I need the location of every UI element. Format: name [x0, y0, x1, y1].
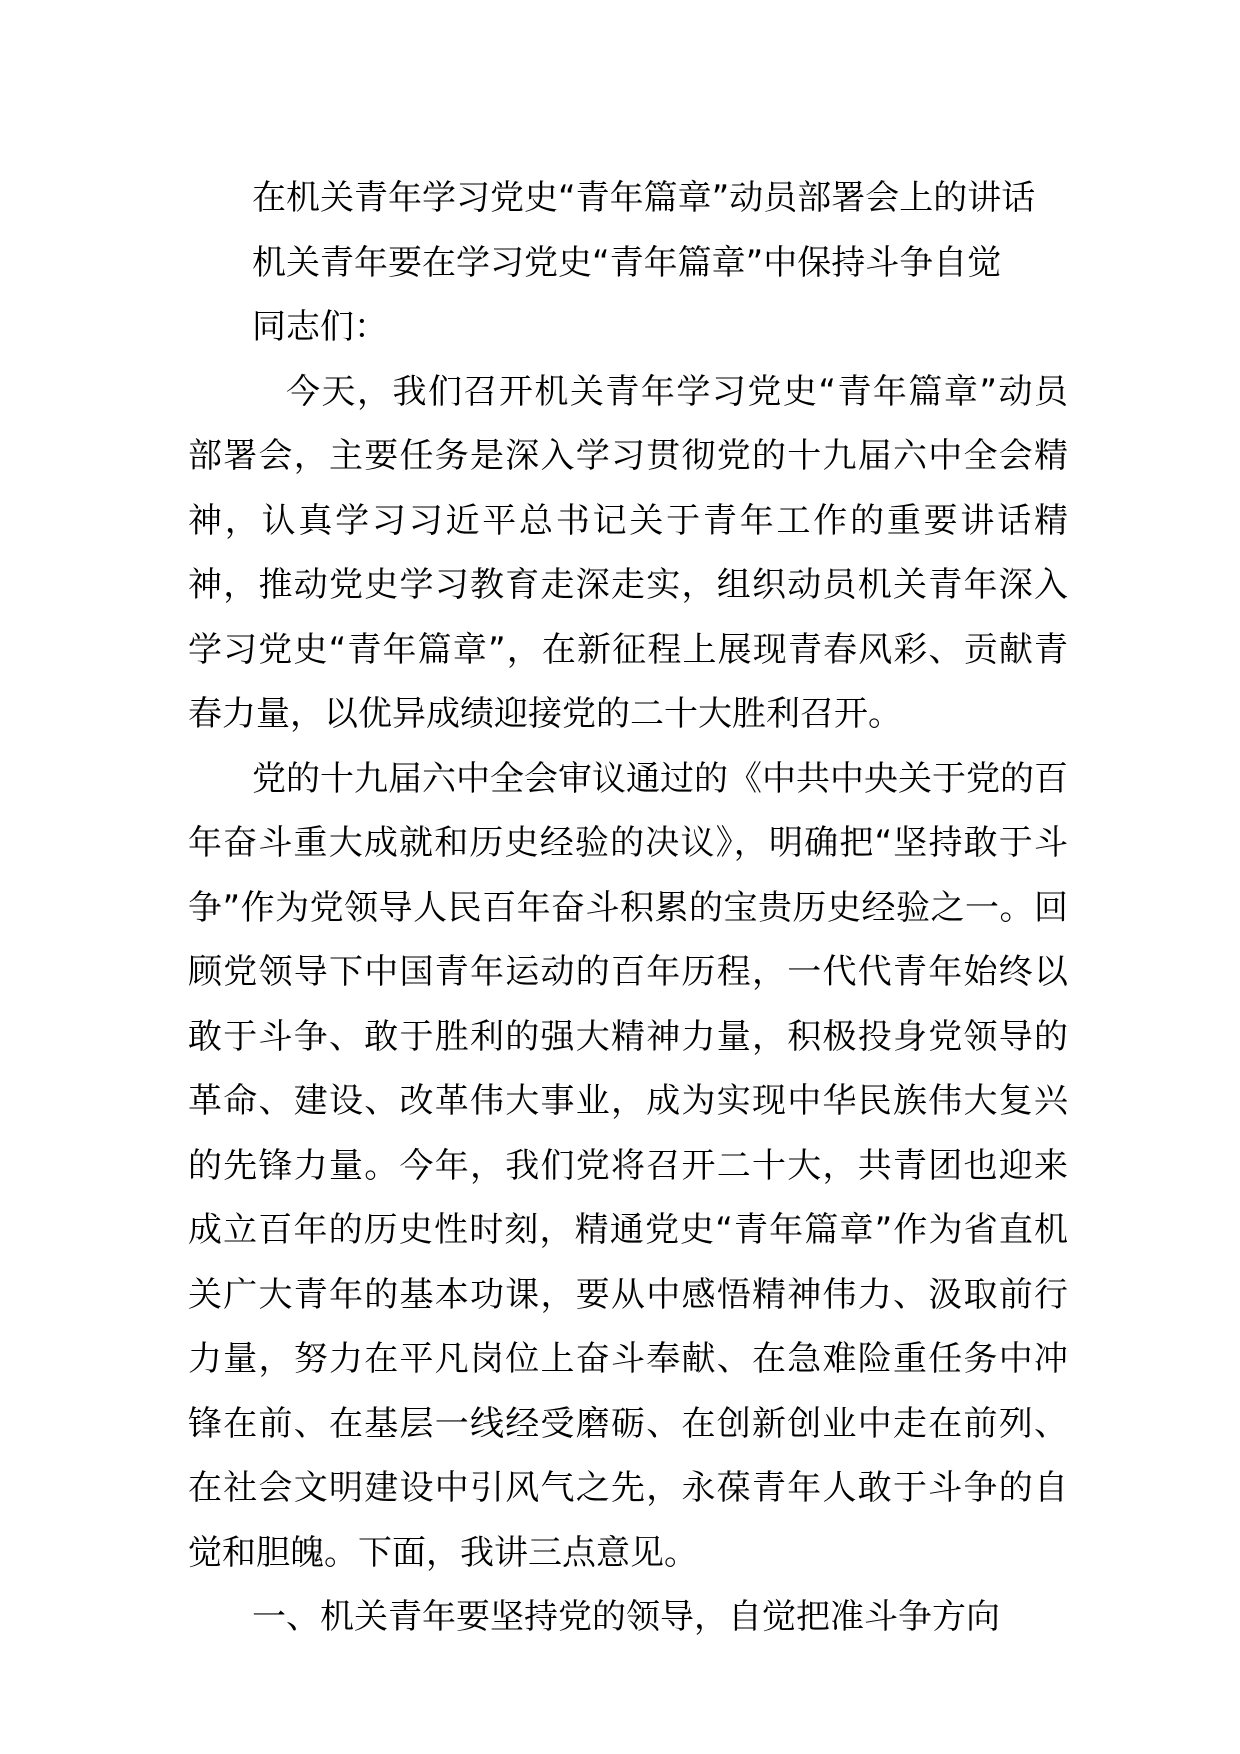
section-heading: 一、机关青年要坚持党的领导，自觉把准斗争方向	[252, 1597, 1000, 1637]
document-body	[188, 166, 1068, 1650]
paragraph-resolution: 党的十九届六中全会审议通过的《中共中央关于党的百年奋斗重大成就和历史经验的决议》，明确把“坚持敢于斗争”作为党领导人民百年奋斗积累的宝贵历史经验之一。回顾党领导下中国青年运动的百年历程，一代代青年始终以敢于斗争、敢于胜利的强大精神力量，积极投身党领导的革命、建设、改革伟大事业，成为实现中华民族伟大复兴的先锋力量。今年，我们党将召开二十大，共青团也迎来成立百年的历史性时刻，精通党史“青年篇章”作为省直机关广大青年的基本功课，要从中感悟精神伟力、汲取前行力量，努力在平凡岗位上奋斗奉献、在急难险重任务中冲锋在前、在基层一线经受磨砺、在创新创业中走在前列、在社会文明建设中引风气之先，永葆青年人敢于斗争的自觉和胆魄。下面，我讲三点意见。	[188, 758, 1068, 1573]
document-title: 在机关青年学习党史“青年篇章”动员部署会上的讲话	[252, 178, 1036, 218]
paragraph-intro: 今天，我们召开机关青年学习党史“青年篇章”动员部署会，主要任务是深入学习贯彻党的十九届六中全会精神，认真学习习近平总书记关于青年工作的重要讲话精神，推动党史学习教育走深走实，组织动员机关青年深入学习党史“青年篇章”，在新征程上展现青春风彩、贡献青春力量，以优异成绩迎接党的二十大胜利召开。	[188, 371, 1068, 734]
document-subtitle: 机关青年要在学习党史“青年篇章”中保持斗争自觉	[252, 242, 1002, 283]
salutation: 同志们：	[252, 307, 388, 347]
